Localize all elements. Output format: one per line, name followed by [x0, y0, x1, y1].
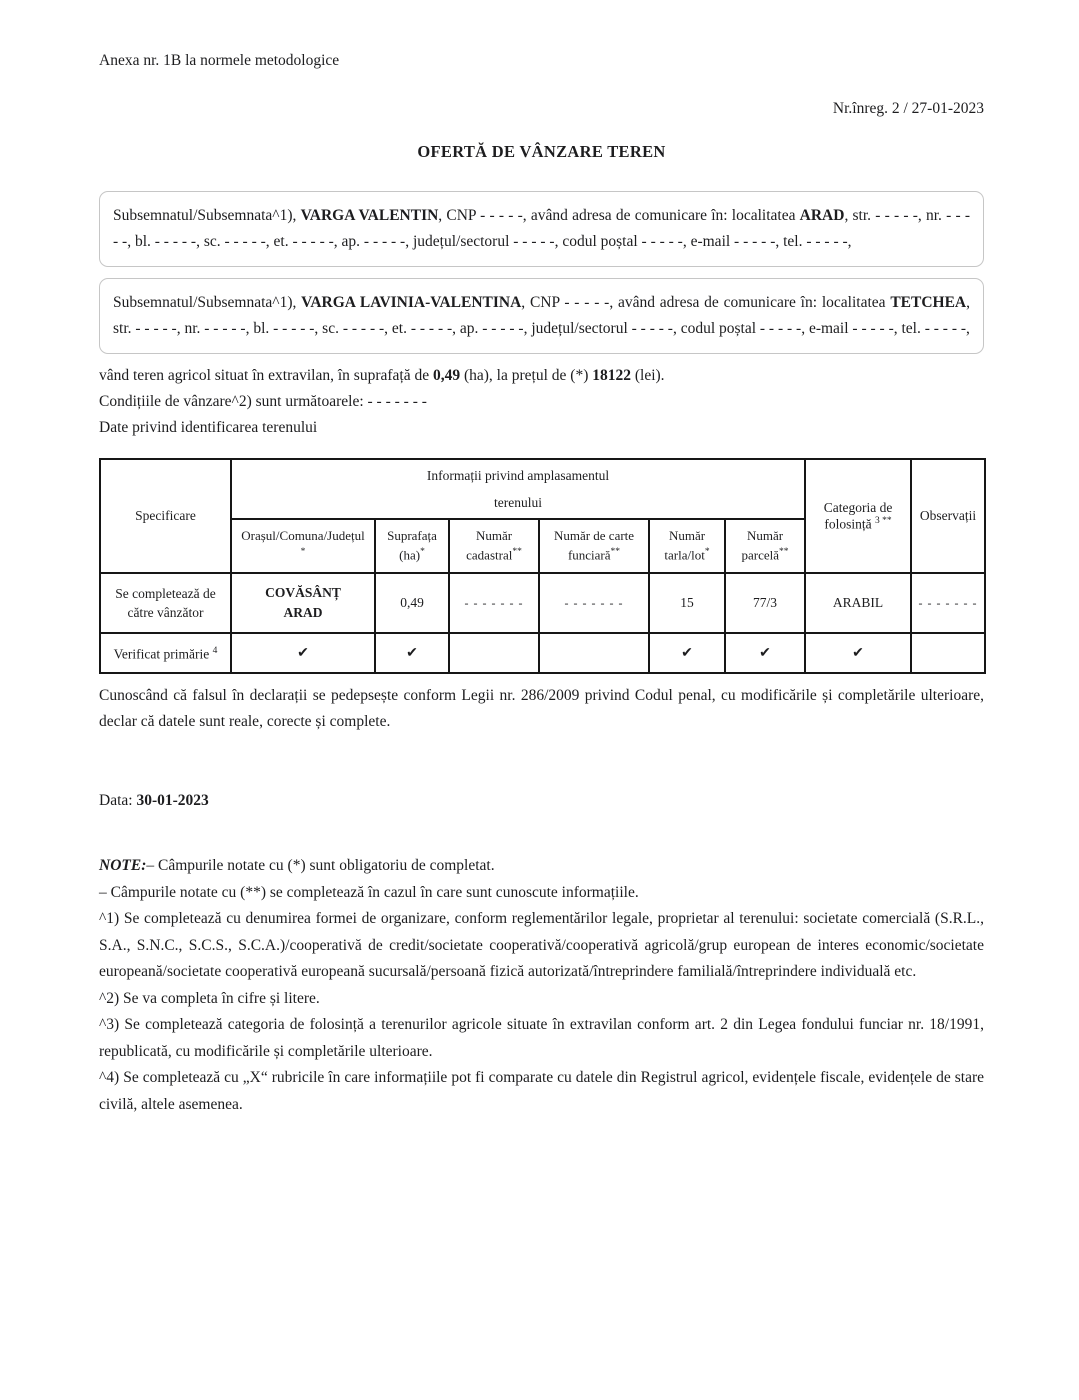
- sale-price-value: 18122: [592, 367, 631, 384]
- oras-superscript: *: [300, 547, 306, 558]
- date-value: 30-01-2023: [136, 792, 209, 809]
- seller1-box: [99, 191, 984, 267]
- categoria-line2: folosință: [824, 516, 872, 532]
- check-oras: ✔: [231, 633, 375, 673]
- verificat-primarie-row: [100, 633, 985, 673]
- note-line-5: ^3) Se completează categoria de folosință a terenurilor agricole situate în extravilan conform art. 2 din Legea fondului funciar nr. 18/1991, republicată, cu modificările și completările ulterioare.: [99, 1016, 984, 1060]
- annex-heading: Anexa nr. 1B la normele metodologice: [99, 52, 340, 69]
- note-label: NOTE:: [99, 857, 147, 874]
- cell-parcela-value: 77/3: [725, 573, 805, 633]
- check-tarla: ✔: [649, 633, 725, 673]
- sale-statement: [99, 363, 984, 389]
- col-header-categoria: [805, 459, 911, 573]
- col-header-oras: [231, 519, 375, 573]
- cell-suprafata-value: 0,49: [375, 573, 449, 633]
- suprafata-line1: Suprafața: [387, 528, 437, 544]
- tarla-line1: Număr: [668, 528, 706, 544]
- declaration-paragraph: Cunoscând că falsul în declarații se pedepsește conform Legii nr. 286/2009 privind Codul penal, cu modificările și completările ulterioare, declar că datele sunt reale, corecte și complete.: [99, 687, 984, 730]
- sale-text-after: (lei).: [630, 367, 665, 384]
- col-header-observatii: Observații: [911, 459, 985, 573]
- document-title: OFERTĂ DE VÂNZARE TEREN: [417, 142, 666, 161]
- col-header-specificare: Specificare: [100, 459, 231, 573]
- cadastral-line2: cadastral: [466, 547, 513, 563]
- seller1-locality: ARAD: [799, 207, 845, 224]
- seller2-locality: TETCHEA: [890, 294, 967, 311]
- col-header-suprafata: [375, 519, 449, 573]
- categoria-superscript: 3 **: [875, 515, 892, 526]
- table-intro: Date privind identificarea terenului: [99, 419, 318, 436]
- col-header-carte-funciara: [539, 519, 649, 573]
- categoria-line1: Categoria de: [823, 499, 893, 515]
- seller-row-label: Se completează de către vânzător: [100, 573, 231, 633]
- group-header-line1: Informații privind amplasamentul: [426, 468, 610, 483]
- seller1-after-name: , CNP - - - - -, având adresa de comunicare în: localitatea: [438, 207, 800, 224]
- col-header-parcela: [725, 519, 805, 573]
- seller1-prefix: Subsemnatul/Subsemnata^1),: [113, 207, 301, 224]
- sale-text-before-area: vând teren agricol situat în extravilan, în suprafață de: [99, 367, 433, 384]
- document-body: [99, 50, 984, 1118]
- cell-observatii-value: - - - - - - -: [911, 573, 985, 633]
- registration-number: Nr.înreg. 2 / 27-01-2023: [832, 100, 984, 117]
- seller2-name: VARGA LAVINIA-VALENTINA: [301, 294, 522, 311]
- cell-oras-value: [231, 573, 375, 633]
- oras-label: Orașul/Comuna/Județul: [241, 528, 365, 544]
- note-item-0: – Câmpurile notate cu (*) sunt obligatoriu de completat.: [146, 857, 495, 874]
- date-label: Data:: [99, 792, 137, 809]
- seller2-prefix: Subsemnatul/Subsemnata^1),: [113, 294, 302, 311]
- sale-area-value: 0,49: [432, 367, 461, 384]
- cadastral-line1: Număr: [475, 528, 513, 544]
- date-line: [99, 792, 984, 810]
- verificat-superscript: 4: [212, 646, 218, 657]
- seller2-paragraph: [113, 290, 970, 341]
- seller1-address-fields: , str. - - - - -, nr. - - - - -, bl. - - - - -, sc. - - - - -, et. - - - - -, ap. - - - - -, județul/sectorul - - - - -, codul poștal - - - - -, e-mail - - - - -, tel. - - - - -,: [113, 207, 970, 250]
- check-parcela: ✔: [725, 633, 805, 673]
- sale-text-between: (ha), la prețul de (*): [460, 367, 593, 384]
- cell-carte-value: - - - - - - -: [539, 573, 649, 633]
- suprafata-line2: (ha): [399, 547, 421, 563]
- cell-tarla-value: 15: [649, 573, 725, 633]
- verificat-label-text: Verificat primărie: [113, 646, 210, 662]
- col-group-header-amplasament: [231, 459, 805, 519]
- cell-categoria-value: ARABIL: [805, 573, 911, 633]
- table-header-row-1: [100, 459, 985, 519]
- tarla-line2: tarla/lot: [664, 547, 705, 563]
- check-carte: [539, 633, 649, 673]
- tarla-superscript: *: [704, 547, 710, 558]
- col-header-tarla: [649, 519, 725, 573]
- cadastral-superscript: **: [512, 547, 522, 558]
- parcela-line2: parcelă: [741, 547, 780, 563]
- note-line-6: ^4) Se completează cu „X“ rubricile în care informațiile pot fi comparate cu datele din Registrul agricol, evidențele fiscale, evidențele de stare civilă, altele asemenea.: [99, 1069, 984, 1113]
- note-line-3: ^1) Se completează cu denumirea formei de organizare, conform reglementărilor legale, proprietar al terenului: societate comercială (S.R.L., S.A., S.N.C., S.C.S., S.C.A.)/cooperativă de credit/societate cooperativă/cooperativă agricolă/grup european de interes economic/societate europeană/societate cooperativă europeană sucursală/persoană fizică autorizată/întreprindere familială/întreprindere individuală etc.: [99, 910, 984, 980]
- group-header-line2: terenului: [494, 495, 542, 510]
- oras-value-line1: COVĂSÂNȚ: [265, 585, 341, 600]
- seller2-after-name: , CNP - - - - -, având adresa de comunicare în: localitatea: [521, 294, 891, 311]
- seller1-name: VARGA VALENTIN: [300, 207, 439, 224]
- parcela-line1: Număr: [746, 528, 784, 544]
- sale-conditions: Condițiile de vânzare^2) sunt următoarele: - - - - - - -: [99, 393, 427, 410]
- seller-data-row: [100, 573, 985, 633]
- suprafata-superscript: *: [420, 547, 425, 558]
- check-cadastral: [449, 633, 539, 673]
- seller2-address-fields: , str. - - - - -, nr. - - - - -, bl. - - - - -, sc. - - - - -, et. - - - - -, ap. - - - - -, județul/sectorul - - - - -, codul poștal - - - - -, e-mail - - - - -, tel. - - - - -,: [113, 294, 970, 337]
- note-line-4: ^2) Se va completa în cifre și litere.: [99, 989, 320, 1007]
- check-categoria: ✔: [805, 633, 911, 673]
- seller1-paragraph: [113, 203, 970, 254]
- cell-cadastral-value: - - - - - - -: [449, 573, 539, 633]
- carte-line1: Număr de carte: [553, 528, 635, 544]
- check-observatii: [911, 633, 985, 673]
- parcela-superscript: **: [779, 547, 789, 558]
- carte-superscript: **: [610, 547, 621, 558]
- notes-section: [99, 853, 984, 1118]
- verificat-row-label: [100, 633, 231, 673]
- carte-line2: funciară: [567, 547, 611, 563]
- check-suprafata: ✔: [375, 633, 449, 673]
- col-header-cadastral: [449, 519, 539, 573]
- note-line-1: [99, 853, 984, 880]
- note-line-2: – Câmpurile notate cu (**) se completează în cazul în care sunt cunoscute informațiile.: [99, 883, 639, 901]
- land-identification-table: [99, 458, 986, 674]
- seller2-box: [99, 278, 984, 354]
- oras-value-line2: ARAD: [283, 605, 323, 620]
